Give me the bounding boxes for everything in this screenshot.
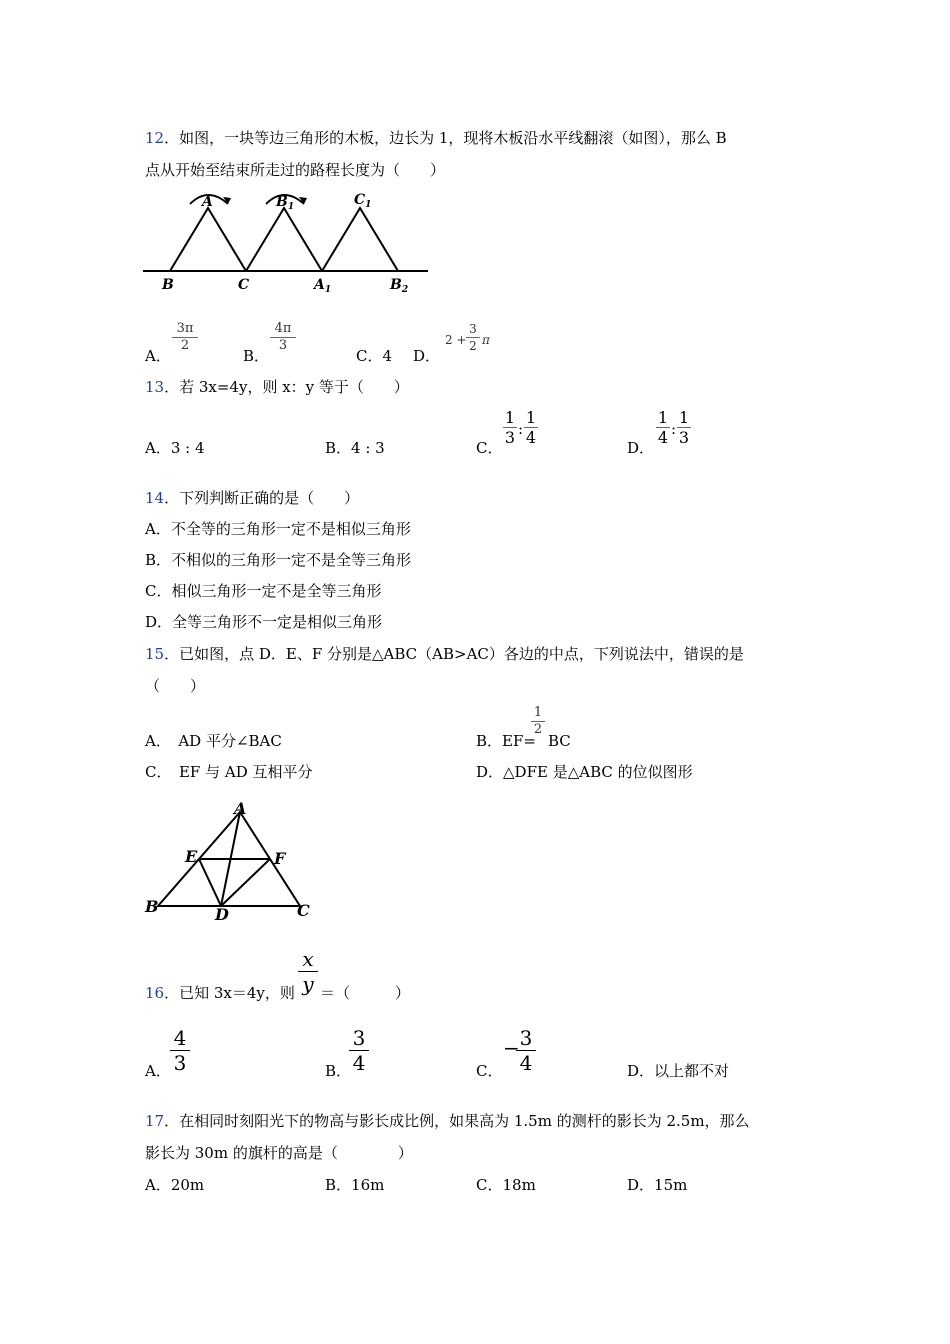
q14-option-a: A．不全等的三角形一定不是相似三角形 — [145, 520, 411, 538]
q17-option-c: C．18m — [476, 1176, 536, 1194]
svg-text:A1: $A_1$ — [314, 277, 332, 295]
q17-line1: 17．在相同时刻阳光下的物高与影长成比例，如果高为 1.5m 的测杆的影长为 2.5m，那么 — [145, 1112, 750, 1130]
q13-line: 13．若 3x=4y，则 x：y 等于（ ） — [145, 378, 409, 396]
q15-label-C: C — [297, 901, 310, 920]
q17-option-d: D．15m — [627, 1176, 688, 1194]
q13-option-c-frac2: 1 4 — [525, 408, 537, 447]
q12-option-d-fraction: 3 2 — [466, 322, 480, 353]
svg-text:B1: $B_1$ — [276, 194, 295, 212]
q12-line1: 12．如图，一块等边三角形的木板，边长为 1，现将木板沿水平线翻滚（如图），那么 B — [145, 129, 727, 147]
q16-option-a-label: A． — [145, 1062, 171, 1080]
q13-option-d-label: D． — [627, 439, 655, 457]
q15-line1: 15．已如图，点 D．E、F 分别是△ABC（AB>AC）各边的中点，下列说法中，错误的是 — [145, 645, 744, 663]
svg-text:C: C — [238, 277, 250, 293]
q16-option-c-fraction: 3 4 — [516, 1027, 536, 1074]
q16-option-b-label: B． — [325, 1062, 352, 1080]
q16-line: 16．已知 3x＝4y，则 — [145, 984, 295, 1002]
q16-option-c-minus: − — [503, 1036, 520, 1060]
q13-option-c-frac1: 1 3 — [504, 408, 516, 447]
q16-x-over-y-fraction: x y — [298, 948, 318, 995]
q12-option-b-fraction: 4π 3 — [270, 322, 296, 353]
q15-triangle-midpoint-figure — [140, 798, 320, 928]
q16-number: 16 — [145, 984, 165, 1002]
q17-option-a: A．20m — [145, 1176, 205, 1194]
q12-option-c: C．4 — [356, 347, 393, 365]
q13-option-d-colon: : — [671, 420, 677, 438]
q15-number: 15 — [145, 645, 165, 663]
q15-option-c: C． EF 与 AD 互相平分 — [145, 763, 313, 781]
q13-option-b: B．4 : 3 — [325, 439, 385, 457]
q12-line2: 点从开始至结束所走过的路程长度为（ ） — [145, 161, 446, 179]
q15-label-A: A — [234, 799, 247, 818]
q15-option-d: D．△DFE 是△ABC 的位似图形 — [476, 763, 693, 781]
q12-option-d-label: D． — [413, 347, 441, 365]
q12-option-a-label: A． — [145, 347, 171, 365]
q16-option-d: D．以上都不对 — [627, 1062, 730, 1080]
q15-label-E: E — [185, 847, 198, 866]
q13-number: 13 — [145, 378, 165, 396]
q12-option-d-pi: π — [482, 333, 490, 347]
q12-rolling-triangle-figure — [140, 188, 440, 298]
q12-number: 12 — [145, 129, 165, 147]
q16-option-a-fraction: 4 3 — [170, 1027, 190, 1074]
q17-number: 17 — [145, 1112, 165, 1130]
q16-tail: ＝（ ） — [320, 984, 411, 1002]
q14-number: 14 — [145, 489, 165, 507]
q15-option-b-fraction: 1 2 — [531, 706, 545, 737]
q14-option-b: B．不相似的三角形一定不是全等三角形 — [145, 551, 412, 569]
svg-text:C1: $C_1$ — [354, 192, 372, 210]
q17-option-b: B．16m — [325, 1176, 385, 1194]
q13-option-d-frac1: 1 4 — [657, 408, 669, 447]
q15-label-D: D — [215, 905, 229, 924]
q15-option-b-bc: BC — [548, 732, 571, 750]
q15-line2: （ ） — [145, 677, 206, 695]
svg-text:B: B — [162, 277, 174, 293]
q14-option-d: D．全等三角形不一定是相似三角形 — [145, 613, 383, 631]
q16-option-b-fraction: 3 4 — [349, 1027, 369, 1074]
q12-option-d-prefix: 2 + — [445, 333, 467, 347]
q13-option-d-frac2: 1 3 — [678, 408, 690, 447]
q15-option-b-label: B．EF= — [476, 732, 536, 750]
q15-label-B: B — [145, 897, 159, 916]
q12-option-a-fraction: 3π 2 — [172, 322, 198, 353]
q15-option-a: A． AD 平分∠BAC — [145, 732, 282, 750]
svg-text:A — [200, 194, 213, 210]
q13-option-c-label: C． — [476, 439, 503, 457]
q13-option-a: A．3 : 4 — [145, 439, 205, 457]
svg-text:B2: $B_2$ — [390, 277, 409, 295]
q12-label-A: A — [202, 194, 213, 210]
q14-line: 14．下列判断正确的是（ ） — [145, 489, 360, 507]
q17-line2: 影长为 30m 的旗杆的高是（ ） — [145, 1144, 413, 1162]
q13-option-c-colon: : — [518, 420, 524, 438]
q14-option-c: C．相似三角形一定不是全等三角形 — [145, 582, 382, 600]
q15-label-F: F — [274, 849, 286, 868]
q16-option-c-label: C． — [476, 1062, 503, 1080]
q12-option-b-label: B． — [243, 347, 270, 365]
